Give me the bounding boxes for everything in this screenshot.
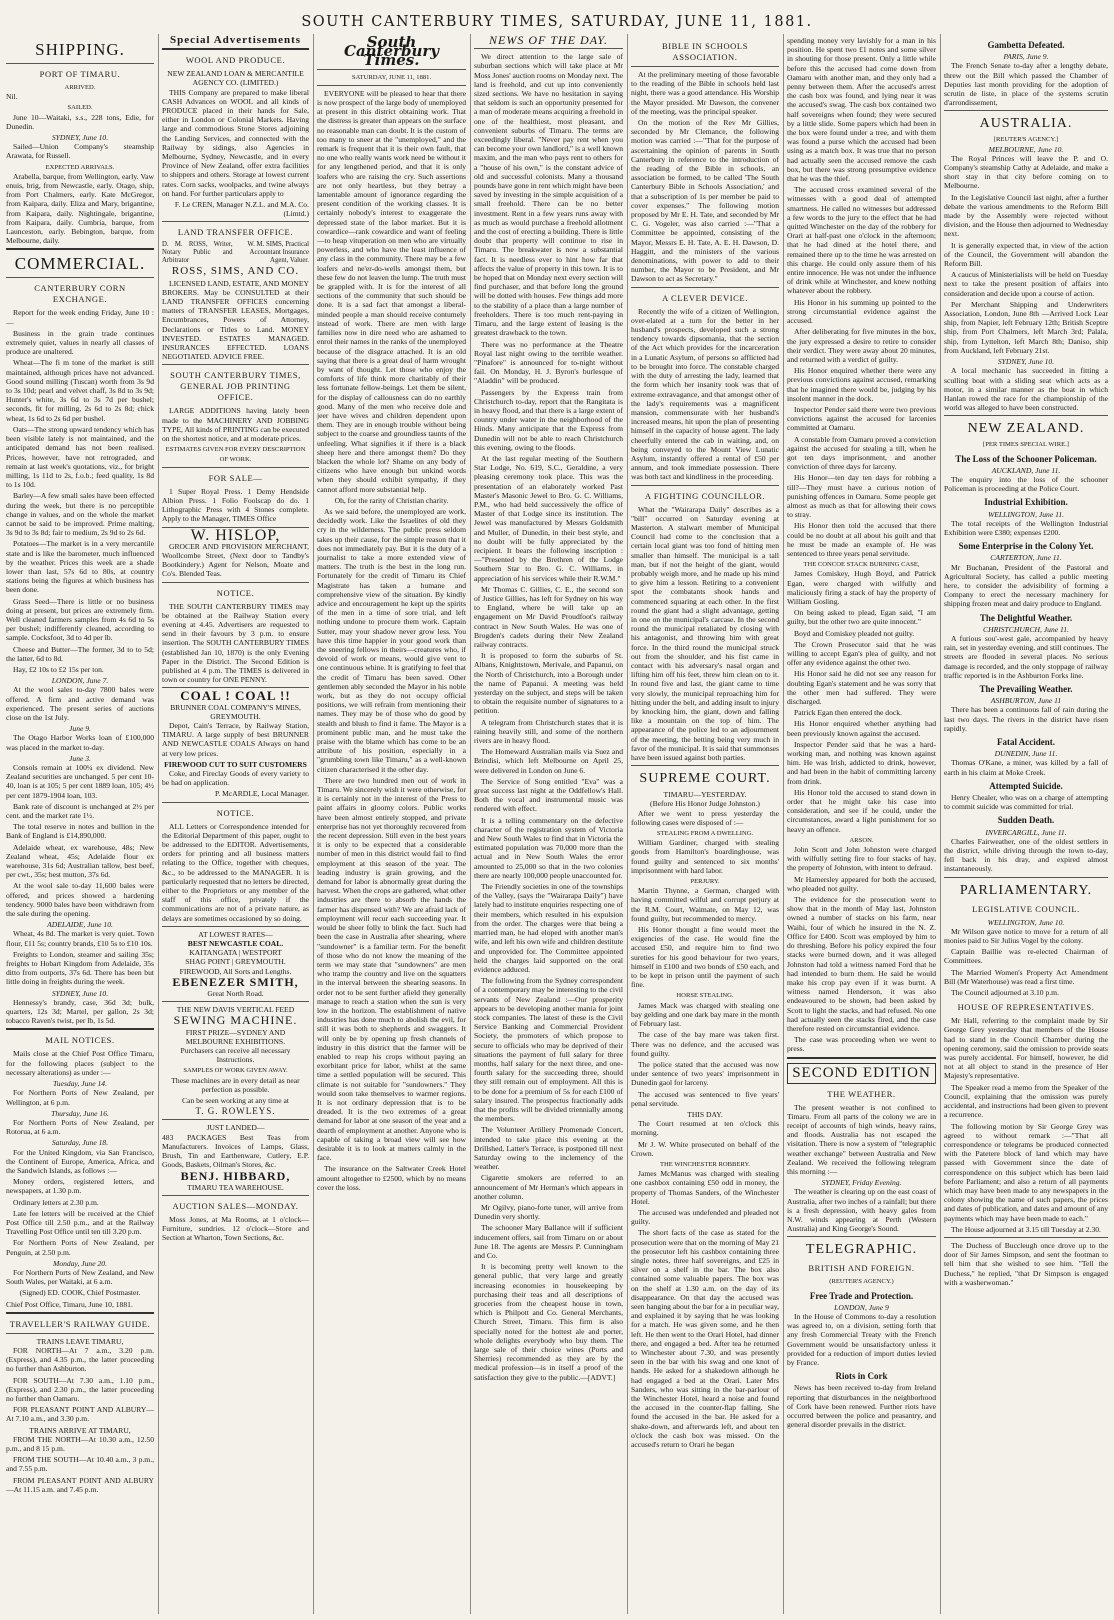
paragraph: His Honor said he did not see any reason for doubting Egan's statement and he was sorry that the other men had suffered. They were discharged. xyxy=(787,669,936,707)
paragraph: Charles Fairweather, one of the oldest settlers in the district, while driving through the town to-day, fell back in his dray, and expired almost instantaneously. xyxy=(944,836,1108,874)
paragraph: THE SOUTH CANTERBURY TIMES may be obtained at the Railway Station every evening at 4.45. Advertisers are requested to send in their favours by 3 p.m. to ensure insertion. The SOUTH CANTERBURY TIMES (established Jan 10, 1870) is the only Evening Paper in the District. The Second Edition is published at 4 p.m. The TIMES is delivered in town or country for ONE PENNY. xyxy=(162,601,309,685)
paragraph: What the "Wairarapa Daily" describes as a "bill" occurred on Saturday evening at Masterton. A stalwart member of Municipal Council had come to the conclusion that a certain local giant was too fond of hitting men smaller than himself. The municipal is a tall man, but if not the height of the giant, would probably weigh more, and he made up his mind to give him a lesson. Retiring to a convenient spot the combatants shook hands and commenced squaring at each other. In the first round the giant had a slight advantage, getting in one on the municipal's carcase. In the second round the municipal retaliated by closing with his antagonist, and throwing him with great force. In the third round the municipal struck out from the shoulder, and his fist came in contact with his adversary's nasal organ and lifting him off his feet, threw him clean on to it. In round five and last, the giant came to time very slowly, the municipal reproaching him for hitting under the belt, and adding insult to injury by knocking him, the giant, down and falling like a mountain on the top of him. The appearance of the police led to an adjournment of the meeting, the betting being very much in favor of the municipal. It is said that summonses have been issued against both parties. xyxy=(631,504,779,763)
paragraph: The evidence for the prosecution went to show that in the month of May last, Johnston owned a number of stacks on his farm, near Waihi, four of which he insured in the N. Z. Office for £400. Scott was employed by him to do threshing. Before his policy expired the four stacks were burned down, and it was alleged Johnston had told a witness named Ford that he had intended to burn them. He said he would make his crop pay even if it was burnt. A witness named Henderson, it was also endeavoured to be shown, had been asked by Scott to light the stacks, and had refused. No one had actually seen the stacks fired, and the case therefore rested on circumstantial evidence. xyxy=(787,895,936,1033)
commercial-heading: COMMERCIAL. xyxy=(14,254,146,274)
railway-guide-heading: TRAVELLER'S RAILWAY GUIDE. xyxy=(9,1318,151,1329)
paragraph: Grass Seed—There is little or no business doing at present, but prices are extremely firm. Well cleaned farmers samples from 4s 6d to 5s per bushel; indifferently cleaned, according to sample. Cocksfoot, 3d to 4d per lb. xyxy=(6,596,154,643)
paragraph: It is a telling commentary on the defective character of the registration system of Victoria and New South Wales to find that in Victoria the estimated population was 70,000 more than the actual and in New South Wales the error amounted to 25,000 so that in the two colonies there are nearly 100,000 people unaccounted for. xyxy=(474,815,623,880)
shipping-heading: SHIPPING. xyxy=(35,40,125,59)
paragraph: Money orders, registered letters, and newspapers, at 1.30 p.m. xyxy=(6,1177,154,1196)
paragraph: Inspector Pender said that he was a hard-working man, and nothing was known against him. He was Irish, addicted to drink, however, and had been in the habit of committing larceny from drink. xyxy=(787,739,936,786)
paragraph: FOR NORTH—At 7 a.m., 3.20 p.m. (Express), and 4.35 p.m., the latter proceeding no further than Ashburton. xyxy=(6,1345,154,1374)
court-dateline: TIMARU—YESTERDAY. xyxy=(663,790,747,800)
paragraph: His Honor enquired whether anything had been previously known against the accused. xyxy=(787,719,936,738)
trains-arrive-subheading: TRAINS ARRIVE AT TIMARU, xyxy=(29,1425,131,1435)
paragraph: Mails close at the Chief Post Office Timaru, for the following places (subject to the necessary alterations) as under :— xyxy=(6,1049,154,1077)
paragraph: Henry Chealer, who was on a charge of attempting to commit suicide was committed for trial. xyxy=(944,793,1108,812)
paragraph: The enquiry into the loss of the schooner Policeman is proceeding at the Police Court. xyxy=(944,474,1108,494)
paragraph: The following from the Sydney correspondent of a contemporary may be interesting to the civil servants of New Zealand :—Our prosperity appears to be developing another mania for joint stock companies. The latest of these is the Civil Service Banking and Commercial Provident Society, the promoters of which propose to secure to officials who may be deprived of their situations the payment of full salary for three months, half salary for the next three, and one-fourth salary for the succeeding three, should they still remain out of employment. All this is to be done for a premium of 5s for each £100 of salary insured. The prospectus fractionally adds that the profits will be divided triennially among the members. xyxy=(474,976,623,1124)
dateline: MELBOURNE, June 10. xyxy=(988,144,1064,154)
newcastle-coal-line: BEST NEWCASTLE COAL. xyxy=(187,939,284,949)
paragraph: Mr Wilson gave notice to move for a return of all monies paid to Sir Julius Vogel by the colony. xyxy=(944,926,1108,946)
dateline: WELLINGTON, June 11. xyxy=(987,509,1065,519)
job-printing-heading: SOUTH CANTERBURY TIMES, GENERAL JOB PRINTING OFFICE. xyxy=(170,370,301,403)
paragraph: James Comiskey, Hugh Boyd, and Patrick Egan, were charged with wilfully and maliciously firing a stack of hay the property of William Gosling. xyxy=(787,569,936,606)
subheading: Some Enterprise in the Colony Yet. xyxy=(958,541,1094,552)
paragraph: We direct attention to the large sale of suburban sections which will take place at Mr Moss Jones' auction rooms on Monday next. The land is freehold, and cut up into conveniently sized sections. We have no hesitation in saying that seldom is such an opportunity presented for a man of moderate means acquiring a freehold in one of the healthiest, most pleasant, and convenient suburbs of Timaru. The terms are exceedingly liberal. "Never pay rent when you can become your own landlord," is a well known maxim, and the man who pays rent to others for a "house of his own," is the constant advice of old and successful colonists. Many a thousand pounds have gone in rent which might have been saved by investing in the simple acquisition of a small freehold. There can be no better investment. Rent in a few years runs away with as much as would purchase a freehold allotment and the cost of erecting a building. There is little doubt that property will continue to rise in Timaru. The breakwater is now a substantial fact. It is needless ever to hint how far that affects the value of property in this town. It is to be hoped that on Monday next every section will find purchaser, and that before long the ground will be dotted with houses. Few things add more to the stability of a place than a large number of freeholders. There is too much rent-paying in Timaru, and the large extent of leasing is the greatest drawback to the town. xyxy=(474,52,623,338)
tea-warehouse-line: TIMARU TEA WAREHOUSE. xyxy=(187,1182,284,1192)
for-sale-heading: FOR SALE— xyxy=(208,472,263,483)
paragraph: Consols remain at 100¼ ex dividend. New Zealand securities are unchanged. 5 per cent 10-40, loan is at 105; 5 per cent 1889 loan, 105; 4½ per cent 1879-1904 loan, 103. xyxy=(6,763,154,800)
dateline: LONDON, June 9 xyxy=(834,1302,889,1312)
subheading: Riots in Cork xyxy=(835,1371,888,1382)
firewood-sorts-line: FIREWOOD, All Sorts and Lengths. xyxy=(179,966,292,976)
paragraph: There has been a continuous fall of rain during the last two days. The rivers in the district have risen rapidly. xyxy=(944,705,1108,733)
paragraph: James McManus was charged with stealing one cashbox containing £50 odd in money, the property of Thomas Sanders, of the Winchester Hotel. xyxy=(631,1169,779,1206)
dateline: SYDNEY, Friday Evening. xyxy=(821,1178,902,1188)
paragraph: Captain Baillie was re-elected Chairman of Committees. xyxy=(944,947,1108,966)
paragraph: Business in the grain trade continues extremely quiet, values in nearly all classes of produce are unaltered. xyxy=(6,328,154,357)
dateline: SYDNEY, June 10. xyxy=(997,357,1055,367)
paragraph: As we said before, the unemployed are work, decidedly work. Like the Israelites of old they cry in the wilderness. The public press seldom takes up their cause, for the simple reason that it does not immediately pay. But it is the duty of a journalist to take a more extended view of matters. The truth is the best in the long run. Fortunately for the credit of Timaru its Chief Magistrate has taken a humane and comprehensive view of the situation. By kindly advice and encouragement he kept up the spirits of the men in a time of sore trial, and left nothing undone to procure them work. Captain Sutter, may your shadow never grow less. You have this time happier in your good work than the sneering fellows in theirs—creatures who, if devoid of work or means, would give vent to one continuous whine. It is gratifying to feel that the credit of Timaru has been saved. Other gentlemen ably seconded the Mayor in his noble work, but as they do not occupy official positions, we will refrain from mentioning their names. They may be of those who do good by stealth and blush to find it fame. The Mayor is a prominent public man, and he must take the praise with the blame which has come to be an attribute of his position, especially in a "grumbling town like Timaru," as a well-known citizen characterised it the other day. xyxy=(317,506,466,774)
paragraph: Oh, for the rarity of Christian charity. xyxy=(334,495,449,505)
paragraph: In the Legislative Council last night, after a further debate the various amendments to the Reform Bill made by the Assembly were rejected without division, and the House then adjourned to Wednesday next. xyxy=(944,192,1108,239)
paragraph: Per Merchant Shipping and Underwriters Association, London, June 8th —Arrived Lock Lear ship, from Napier, left February 12th; British Sceptre ship, from Port Chalmers, left March 3rd; Palala, ship, from Lyttelton, left March 8th; Daniso, ship from Auckland, left February 21st. xyxy=(944,299,1108,355)
mail-notices-heading: MAIL NOTICES. xyxy=(45,1035,115,1046)
dateline: ADELAIDE, June 10. xyxy=(47,920,113,930)
column-court-second-edition xyxy=(787,36,936,1612)
case-heading: HORSE STEALING. xyxy=(676,992,734,1000)
paragraph: Patrick Egan then entered the dock. xyxy=(794,708,902,718)
sewing-machine-heading: SEWING MACHINE. xyxy=(173,1013,298,1028)
paragraph: spending money very lavishly for a man in his position. He spent two £1 notes and some silver in shouting for those present. Only a little while before this the accused had come down from Oamaru with another man, and they only had a penny between them. After the accused's arrest the cash box was found, and lying near it was the accused's swag. The cash box contained two half sovereigns when found; they were secured by a little slide. Some papers which had been in the box were found under a tree, and with them was found a purse which the accused had been using as a match box. It was true that no person had actually seen the accused remove the cash box, but there was strong presumptive evidence that he was the thief. xyxy=(787,36,936,184)
expected-text: Arabella, barque, from Wellington, early. Vaw enuis, brig, from Newcastle, early. Otago, ship, from Port Chalmers, early. Kate McGregor, from Kaipara, daily. Eliza and Mary, brigantine, from Kaipara, daily. Nightingale, brigantine, from Kaipara, daily. Cumbria, barque, from Launceston, early. Bebington, barque, from Melbourne, daily. xyxy=(6,171,154,246)
paragraph: EVERYONE will be pleased to hear that there is now prospect of the large body of unemployed at present in this district obtaining work. That the distress is greater than appears on the surface no reasonable man can doubt. It is the custom of too many to sneer at the "unemployed," and the remark is frequent that it is their own fault, that no one who really wants work need be without it for any lengthened period, and that it is only loafers who are raising the cry. Such assertions are not only heartless, but they betray a lamentable amount of ignorance regarding the present condition of the working classes. It is certainly nobody's interest to exaggerate the depressed state of the labor market. But it is cowardice—rank cowardice and want of feeling—to heap vituperation on men who are virtually powerless, and who have the least influence of any class in the community. There may be a few loafers and ne'er-do-wells amongst them, but these few do not leaven the lump. The truth must be grappled with. It is for the interest of all sections of the community that such should be done. It is a sad fact that amongst a liberal-minded people a man should receive contumely instead of work. There are men with large families now in dire need who are ashamed to enrol their names in the ranks of the unemployed because of the disgrace attached. It is an old saying that there is a great deal of harm wrought by want of thought. Let those who enjoy the comforts of life think more charitably of their less fortunate fellow-beings. Let them be silent, for the display of callousness can do no earthly good. Many of the men who receive dole and jeer have wives and children dependent upon them. They are in enough trouble without being subject to the coarse and groundless taunts of the unfeeling. What signifies it if there is a black sheep here and there amongst them? Do they blacken the whole lot? Shame on any body of citizens who have enough but unkind words when they should exhibit sympathy, if they cannot afford more substantial help. xyxy=(317,88,466,494)
arrived-text: Nil. xyxy=(6,92,18,102)
paragraph: These machines are in every detail as near perfection as possible. xyxy=(171,1075,300,1094)
weather-heading: THE WEATHER. xyxy=(827,1088,896,1099)
trains-leave-subheading: TRAINS LEAVE TIMARU, xyxy=(36,1336,124,1346)
paragraph: FOR PLEASANT POINT AND ALBURY—At 7.10 a.m., and 3.30 p.m. xyxy=(6,1405,154,1424)
paragraph: It is proposed to form the suburbs of St. Albans, Knightstown, Merivale, and Papanui, on the North of Christchurch, into a Borough under the name of Papanui. A meeting was held yesterday on the subject, and steps will be taken to obtain the requisite number of signatures to a petition. xyxy=(474,651,623,716)
paragraph: For the United Kingdom, via San Francisco, the Continent of Europe, America, Africa, and the Sandwich Islands, as follows :— xyxy=(6,1147,154,1175)
paragraph: Potatoes—The market is in a very mercantile state and is like the barometer, much influenced by the weather. Prices this week are a shade lower than last, 57s 6d to 80s, at country stations being the figures at which business has been done. xyxy=(6,539,154,595)
paragraph: For Northern Ports of New Zealand, per Wellington, at 6 p.m. xyxy=(6,1088,154,1107)
dateline: DUNEDIN, June 11. xyxy=(994,749,1058,759)
paragraph: Cigarette smokers are referred to an announcement of Mr Herman's which appears in another column. xyxy=(474,1173,623,1201)
paragraph: Wheat, 4s 8d. The market is very quiet. Town flour, £11 5s; country brands, £10 5s to £10 10s. xyxy=(6,929,154,948)
signature: (Signed) ED. COOK, Chief Postmaster. xyxy=(19,1288,141,1298)
dateline: Monday, June 20. xyxy=(53,1258,107,1268)
ross-sims-name: ROSS, SIMS, AND CO. xyxy=(171,265,300,278)
paragraph: His Honor told the accused to stand down in order that he might take his case into consideration, and see if he could, under the circumstances, award a light punishment for so heavy an offence. xyxy=(787,787,936,834)
paragraph: His Honor—ten day ten days for robbing a till?—They must have a curious notion of punishing offences in Oamaru. Some people get almost as much as that for allowing their cows to stray. xyxy=(787,473,936,520)
rowleys-name: T. G. ROWLEYS. xyxy=(195,1106,276,1117)
news-of-day-heading: NEWS OF THE DAY. xyxy=(489,36,608,47)
subheading: The Prevailing Weather. xyxy=(979,683,1073,694)
paragraph: The Royal Princes will leave the P. and O. Company's steamship Cathy at Adelaide, and make a short stay in that city before coming on to Melbourne. xyxy=(944,153,1108,191)
paragraph: LARGE ADDITIONS having lately been made to the MACHINERY AND JOBBING TYPE, All kinds of PRINTING can be executed on the shortest notice, and at moderate prices. xyxy=(162,406,309,444)
paragraph: Purchasers can receive all necessary Instructions. xyxy=(180,1046,291,1065)
new-zealand-heading: NEW ZEALAND. xyxy=(967,421,1085,437)
column-rule xyxy=(470,34,471,1614)
notice-heading: NOTICE. xyxy=(216,807,255,818)
agency-line: (REUTER'S AGENCY.) xyxy=(829,1278,894,1286)
paragraph: His Honor then told the accused that there could be no doubt at all about his guilt and that he must be made an example of. He was sentenced to three years penal servitude. xyxy=(787,521,936,558)
australia-heading: AUSTRALIA. xyxy=(979,116,1073,132)
paragraph: Depot, Cain's Terrace, by Railway Station, TIMARU. A large supply of best BRUNNER AND NEWCASTLE COALS Always on hand at very low prices. xyxy=(162,720,309,758)
dateline: June 9. xyxy=(69,724,91,734)
davis-line: THE NEW DAVIS VERTICAL FEED xyxy=(176,1005,295,1015)
column-rule xyxy=(627,34,628,1614)
paragraph: A caucus of Ministerialists will be held on Tuesday next to take the present position of affairs into consideration and decide upon a course of action. xyxy=(944,270,1108,298)
paragraph: Adelaide wheat, ex warehouse, 48s; New Zealand wheat, 45s; Adelaide flour ex warehouse, 31s 6d; Australian tallow, best beef, per cwt., 35s; best mutton, 37s 6d. xyxy=(6,842,154,880)
paragraph: Boyd and Comiskey pleaded not guilty. xyxy=(794,628,915,638)
column-advertisements xyxy=(162,36,309,1612)
dateline: PARIS, June 9. xyxy=(1003,52,1049,62)
agency-line: [REUTER'S AGENCY.] xyxy=(993,136,1059,144)
dateline: ASHBURTON, June 11 xyxy=(990,696,1062,706)
paragraph: The following motion by Sir George Grey was agreed to without remark :—"That all correspondence or telegrams be produced connected with the Patetere block of land which may have passed with Government since the date of correspondence on this subject which has been laid before Parliament; and also a return of all payments which may have been made to any newspapers in the colony showing the name of such papers, the prices and dates of publication, and dates and amount of any payments which may have been made to each." xyxy=(944,1121,1108,1223)
british-foreign-heading: BRITISH AND FOREIGN. xyxy=(808,1263,915,1274)
expected-subheading: EXPECTED ARRIVALS. xyxy=(45,163,115,171)
ebenezer-smith-name: EBENEZER SMITH, xyxy=(172,974,299,989)
paragraph: John Scott and John Johnston were charged with wilfully setting fire to four stacks of hay, the property of Johnston, with intent to defraud. xyxy=(787,845,936,873)
paragraph: William Gardiner, charged with stealing goods from Hamilton's boardinghouse, was found guilty and sentenced to six months' imprisonment with hard labor. xyxy=(631,838,779,875)
fighting-councillor-heading: A FIGHTING COUNCILLOR. xyxy=(644,490,766,501)
paragraph: For Northern Ports of New Zealand, and New South Wales, per Waitaki, at 6 a.m. xyxy=(6,1267,154,1287)
wool-heading: WOOL AND PRODUCE. xyxy=(185,55,286,66)
paragraph: His Honor enquired whether there were any previous convictions against accused, remarking that he imagined there would be, judging by his insolent manner in the dock. xyxy=(787,366,936,403)
paragraph: His Honor thought a fine would meet the exigencies of the case. He would fine the accused £50, and require him to find two sureties for his good behaviour for two years, himself in £100 and two bonds of £50 each, and to be kept in prison until the payment of such fine. xyxy=(631,925,779,990)
paragraph: The Otago Harbor Works loan of £100,000 was placed in the market to-day. xyxy=(6,733,154,752)
newspaper-title: South Canterbury Times. xyxy=(344,36,439,70)
paragraph: The Friendly societies in one of the townships of the Valley, (says the "Wairarapa Daily") have lately had to institute enquiries respecting one of their members, which resulted in his expulsion from the order. The charges were that being a married man, he had eloped with another man's wife, and left his own wife and children destitute and unprovided for. The Committee appointed held the charges laid supported on the oral evidence adduced. xyxy=(474,882,623,974)
paragraph: At the wool sales to-day 7800 bales were offered. A firm and active demand was experienced. The present series of auctions close on the 1st July. xyxy=(6,685,154,722)
paragraph: FROM THE NORTH—At 10.30 a.m., 12.50 p.m., and 8 15 p.m. xyxy=(6,1434,154,1453)
notice-heading: NOTICE. xyxy=(216,587,255,598)
paragraph: Hay, £2 10s to £2 15s per ton. xyxy=(13,664,104,674)
shag-point-line: SHAG POINT | GREYMOUTH. xyxy=(185,957,286,967)
paragraph: Late fee letters will be received at the Chief Post Office till 2.50 p.m., and at the Railway Travelling Post Office until ten till 3.20 p.m. xyxy=(6,1208,154,1237)
paragraph: There was no performance at the Theatre Royal last night owing to the terrible weather. "Pinafore" is announced for to-night without fail. On Monday, H. J. Byron's burlesque of "Aladdin" will be produced. xyxy=(474,339,623,386)
subheading: Sudden Death. xyxy=(997,815,1055,826)
column-bible-court xyxy=(631,36,779,1612)
paragraph: Mr Ogilvy, piano-forte tuner, will arrive from Dunedin very shortly. xyxy=(474,1202,623,1222)
paragraph: After deliberating for five minutes in the box, the jury expressed a desire to retire to consider their verdict. They were away about 20 minutes, and returned with a verdict of guilty. xyxy=(787,327,936,364)
dateline: SYDNEY, June 10. xyxy=(51,988,109,998)
prize-line: FIRST PRIZE—SYDNEY AND MELBOURNE EXHIBITIONS. xyxy=(185,1027,286,1046)
paragraph: James Mack was charged with stealing one bay gelding and one dark bay mare in the month of February last. xyxy=(631,1000,779,1029)
dateline: Thursday, June 16. xyxy=(51,1108,109,1118)
paragraph: FROM PLEASANT POINT AND ALBURY—At 11.15 a.m. and 7.45 p.m. xyxy=(6,1475,154,1494)
paragraph: In the House of Commons to-day a resolution was agreed to, on a division, setting forth that any fresh Commercial Treaty with the French Government would be unsatisfactory unless it provided for a reduction of import duties levied by France. xyxy=(787,1311,936,1367)
samples-line: SAMPLES OF WORK GIVEN AWAY. xyxy=(183,1067,288,1075)
dateline: AUCKLAND, June 11. xyxy=(991,465,1061,475)
port-heading: PORT OF TIMARU. xyxy=(39,69,121,79)
paragraph: At the wool sale to-day 11,600 bales were offered, and prices showed a hardening tendency. 9000 bales have been withdrawn from the sale during the opening. xyxy=(6,881,154,919)
paragraph: Coke, and Fireclay Goods of every variety to be had on application. xyxy=(162,768,309,788)
paragraph: The accused was sentenced to five years' penal servitude. xyxy=(631,1089,779,1108)
sailed-subheading: SAILED. xyxy=(67,104,93,112)
case-heading: PERJURY. xyxy=(690,878,720,886)
partner-left: D. M. ROSS, Writer, Notary Public and Arbitrator xyxy=(162,241,233,265)
paragraph: It is becoming pretty well known to the general public, that very large and greatly increasing economies in housekeeping by purchasing their teas and all descriptions of groceries from the cheapest house in town, which is Philpott and Co. General Merchants, Church Street, Timaru. This firm is also specially noted for the hottest ale and porter, whole delights everybody who buy them. The large sale of their choice wines (Ports and Sherries) recommended as they are by the medical profession—is in itself a proof of the satisfaction they give to the public.—[ADVT.] xyxy=(474,1262,623,1382)
dateline: CHRISTCHURCH, June 11. xyxy=(983,624,1069,634)
subheading: The Loss of the Schooner Policeman. xyxy=(955,453,1097,464)
paragraph: Bank rate of discount is unchanged at 2½ per cent. and the market rate 1½. xyxy=(6,801,154,821)
parliamentary-heading: PARLIAMENTARY. xyxy=(959,882,1093,898)
legislative-council-heading: LEGISLATIVE COUNCIL. xyxy=(972,903,1080,914)
telegraphic-heading: TELEGRAPHIC. xyxy=(805,1242,918,1258)
hislop-name: W. HISLOP, xyxy=(190,526,281,544)
kaitangata-line: KAITANGATA | WESTPORT xyxy=(189,948,282,958)
column-rule xyxy=(940,34,941,1614)
paragraph: The police stated that the accused was now under sentence of two years' imprisonment in Dunedin gaol for larceny. xyxy=(631,1059,779,1088)
paragraph: The accused was undefended and pleaded not guilty. xyxy=(631,1207,779,1227)
partners-block xyxy=(162,241,309,265)
paragraph: Mr Buchanan, President of the Pastoral and Agricultural Society, has called a public meeting here, to consider the advisibility of forming a Company to erect the necessary machinery for shipping frozen meat and dairy produce to England. xyxy=(944,562,1108,609)
paragraph: The House adjourned at 3.15 till Tuesday at 2.30. xyxy=(951,1224,1101,1234)
sailed-text: June 10—Waitaki, s.s., 228 tons, Edie, for Dunedin. xyxy=(6,112,154,131)
column-leader xyxy=(317,36,466,1612)
wire-line: [PER TIMES SPECIAL WIRE.] xyxy=(983,441,1069,449)
dateline: Tuesday, June 14. xyxy=(53,1079,107,1089)
dateline: June 3. xyxy=(69,753,91,763)
this-day-heading: THIS DAY. xyxy=(687,1109,723,1119)
paragraph: It is generally expected that, in view of the action of the Council, the Government will abandon the Reform Bill. xyxy=(944,240,1108,269)
paragraph: THIS Company are prepared to make liberal CASH Advances on WOOL and all kinds of PRODUCE placed in their hands for Sale, either in London or Colonial Markets. Having large and commodious Stone Stores adjoining the Landing Services, and connected with the Railway by sidings, also Agencies in Melbourne, Sydney, Newcastle, and in every Province of New Zealand, offer extra facilities to shippers and others. Storage at lowest current rates. Corn sacks, woolpacks, and twine always on hand. For further particulars apply to xyxy=(162,87,309,198)
paragraph: Mr Hall, referring to the complaint made by Sir George Grey yesterday that members of the House had to stand in the Council Chamber during the opening ceremony, said the omission to provide seats was purely accidental. For himself, however, he did not at all object to stand in the presence of Her Majesty's representative. xyxy=(944,1016,1108,1081)
paragraph: Moss Jones, at Ma Rooms, at 1 o'clock—Furniture, sundries. 12 o'clock—Store and Section at Wharton, Town Sections, &c. xyxy=(162,1214,309,1243)
auction-heading: AUCTION SALES—MONDAY. xyxy=(172,1200,299,1211)
paragraph: A local mechanic has succeeded in fitting a sculling boat with a sliding seat which acts as a motor, in a similar manner as the boat in which Hanlan rowed the race for the championship of the world was alleged to have been constructed. xyxy=(944,366,1108,413)
subheading: Free Trade and Protection. xyxy=(809,1290,914,1301)
subheading: Gambetta Defeated. xyxy=(987,40,1065,50)
paragraph: The Service of Song entitled "Eva" was a great success last night at the Oddfellow's Hall. Both the vocal and instrumental music was rendered with effect. xyxy=(474,776,623,814)
paragraph: The total receipts of the Wellington Industrial Exhibition were £380; expenses £200. xyxy=(944,518,1108,537)
dateline: CARTERTON, June 11. xyxy=(990,553,1062,563)
paragraph: Martin Thynne, a German, charged with having committed wilful and corrupt perjury at the R.M. Court, Waimate, on May 12, was found guilty, but recommended to mercy. xyxy=(631,886,779,923)
paragraph: The Duchess of Buccleugh once drove up to the door of Sir James Simpson, and sent the footman to tell him that she wished to see him. "Tell the Duchess," he replied, "that Dr Simpson is engaged with a washerwoman." xyxy=(944,1240,1108,1287)
paragraph: 483 PACKAGES Best Teas from Manufacturers. Invoices of Lamps, Glass, Brush, Tin and Earthenware, Cutlery, E.P. Goods, Baskets, Oilman's Stores, &c. xyxy=(162,1132,309,1170)
paragraph: A constable from Oamaru proved a conviction against the accused for stealing a till, when he got ten days imprisonment, and another conviction of three days for larceny. xyxy=(787,434,936,472)
paragraph: The accused cross examined several of the witnesses with a good deal of attempted smartness. He called no witnesses but addressed a few words to the jury to the effect that he had quitted Winchester on the day of the robbery for Orari at half-past one o'clock in the afternoon; that he had dined at the hotel there, and remained there up to the time he was arrested on this charge. He could only assure them of his entire innocence. He was not under the influence of drink while at Winchester, and knew nothing whatever about the robbery. xyxy=(787,185,936,296)
supreme-court-heading: SUPREME COURT. xyxy=(639,771,771,787)
paragraph: On being asked to plead, Egan said, "I am guilty, but the other two are quite innocent." xyxy=(787,608,936,627)
nz-loan-heading: NEW ZEALAND LOAN & MERCANTILE AGENCY CO. (LIMITED.) xyxy=(167,69,304,88)
masthead: SOUTH CANTERBURY TIMES, SATURDAY, JUNE 11, 1881. xyxy=(301,14,813,30)
paragraph: A telegram from Christchurch states that it is raining heavily still, and some of the northern rivers are in heavy flood. xyxy=(474,717,623,746)
coal-heading: COAL ! COAL !! xyxy=(180,688,291,704)
case-heading: THE WINCHESTER ROBBERY. xyxy=(659,1160,751,1168)
paragraph: Ordinary letters at 2.30 p.m. xyxy=(13,1197,99,1207)
paragraph: A furious sou'-west gale, accompanied by heavy rain, set in yesterday evening, and still continues. The streets are flooded in several places. No serious damage is recorded, and the only stoppage of railway traffic reported is in the Ashburton Forks line. xyxy=(944,633,1108,680)
address-line: Great North Road. xyxy=(207,989,264,999)
house-of-representatives-heading: HOUSE OF REPRESENTATIVES. xyxy=(957,1002,1095,1013)
subheading: Industrial Exhibition. xyxy=(984,497,1068,508)
second-edition-heading: SECOND EDITION xyxy=(787,1063,936,1084)
dateline: Saturday, June 18. xyxy=(51,1138,109,1148)
paragraph: Mr Hamersley appeared for both the accused, who pleaded not guilty. xyxy=(787,874,936,893)
paragraph: The total reserve in notes and bullion in the Bank of England is £14,890,000. xyxy=(6,822,154,841)
column-telegraphic xyxy=(944,36,1108,1612)
lowest-rates-line: AT LOWEST RATES— xyxy=(198,929,273,939)
paragraph: Recently the wife of a citizen of Wellington, over-elated at a turn for the better in her husband's prospects, developed such a strong tendency towards dipsomania, that the section of the Act which provides for the incarceration in a Lunatic Asylum, of persons so afflicted had to be brought into force. The constable charged with the duty of arresting the lady, learned that the form which her insanity took was that of extreme extravagance, and that amongst other of the lady's requirements was a magnificent mansion, commensurate with her husband's increased means, hit upon the plan of presenting himself in the capacity of house agent. The lady cheerfully entered the cab in waiting, and, on being conveyed to the Mount View Lunatic Asylum, instantly offered a rental of £50 per annum, and took immediate possession. There was both tact and kindliness in the proceeding. xyxy=(631,306,779,482)
paragraph: At the preliminary meeting of those favorable to the reading of the Bible in schools held last night, there was a good attendance. His Worship the Mayor presided. Mr Dawson, the convener of the meeting, was the principal speaker. xyxy=(631,70,779,116)
paragraph: LICENSED LAND, ESTATE, AND MONEY BROKERS. May be CONSULTED at their LAND TRANSFER OFFICES concerning matters of TRANSFER LEASES, Mortgages, Encumbrances, Powers of Attorney, Declarations or Titles to Land. MONEY INVESTED. ESTATES MANAGED. INSURANCES EFFECTED. LOANS NEGOTIATED. ADVICE FREE. xyxy=(162,278,309,362)
column-rule xyxy=(158,34,159,1614)
paragraph: Wheat—The fi m tone of the market is still maintained, although prices have not advanced. Good sound milling (Tuscan) worth from 3s 9d to 3s 10d; pearl and velvet chaff, 3s 8d to 3s 9d; Hunter's white, 3s 6d to 3s 7d per bushel; seconds, fit for milling, 2s 6d to 2s 8d; chick wheat, 1s 6d to 2s 6d per bushel. xyxy=(6,358,154,423)
paragraph: The schooner Mary Ballance will if sufficient inducement offers, sail from Timaru on or about June 18. The agents are Messrs P. Cunningham and Co. xyxy=(474,1223,623,1260)
case-heading: THE CONCOE STACK BURNING CASE, xyxy=(803,561,920,569)
paragraph: Passengers by the Express train from Christchurch to-day, report that the Rangitata is in heavy flood, and that there is a large extent of country under water in the neighborhood of the Hinds. Many anticipate that the Express from Dunedin will not be able to reach Christchurch this evening, owing to the floods. xyxy=(474,387,623,452)
paragraph: Cheese and Butter—The former, 3d to to 5d; the latter, 6d to 8d. xyxy=(6,644,154,663)
paragraph: The Speaker read a memo from the Speaker of the Council, explaining that the omission was purely accidental, and instructions had been given to prevent a recurrence. xyxy=(944,1082,1108,1120)
paragraph: News has been received to-day from Ireland reporting that disturbances in the neighborhood of Cork have been renewed. Further riots have occurred between the police and peasantry, and general disorder prevails in the district. xyxy=(787,1383,936,1430)
paragraph: The insurance on the Saltwater Creek Hotel amount altogether to £2500, which by no means cover the loss. xyxy=(317,1164,466,1192)
case-heading: ARSON. xyxy=(849,836,874,844)
dateline: SYDNEY, June 10. xyxy=(51,133,109,143)
paragraph: Mr Thomas C. Gillies, C. E., the second son of Justice Gillies, has left for Sydney on his way to England, where he will take up an engagement on Mr David Proudfoot's railway contract in New South Wales. He was one of Brogden's cadets during their New Zealand railway contracts. xyxy=(474,584,623,649)
brunner-heading: BRUNNER COAL COMPANY'S MINES, GREYMOUTH. xyxy=(170,702,301,721)
subheading: Attempted Suicide. xyxy=(989,780,1063,791)
paragraph: His Honor in his summing up pointed to the strong circumstantial evidence against the accused. xyxy=(787,297,936,326)
dateline: LONDON, June 7. xyxy=(51,676,109,686)
paragraph: The Court resumed at ten o'clock this morning. xyxy=(631,1119,779,1138)
paragraph: For Northern Ports of New Zealand, per Penguin, at 2.50 p.m. xyxy=(6,1238,154,1257)
subheading: The Delightful Weather. xyxy=(979,612,1073,623)
paragraph: Chief Post Office, Timaru, June 10, 1881. xyxy=(6,1299,133,1309)
paragraph: The Council adjourned at 3.10 p.m. xyxy=(951,988,1059,998)
paragraph: The present weather is not confined to Timaru. From all parts of the colony we are in receipt of accounts of high winds, heavy rains, and floods. Australia has not escaped the visitation. There is now a system of "telegraphic weather exchange" between Australia and New Zealand. We received the following telegram this morning :— xyxy=(787,1102,936,1176)
judge-line: (Before His Honor Judge Johnston.) xyxy=(650,799,760,809)
column-rule xyxy=(313,34,314,1614)
paragraph: There are two hundred men out of work in Timaru. We sincerely wish it were otherwise, for it is certainly not in the interest of the Press to paint affairs in gloomy colors. Public works have been almost entirely stopped, and private enterprise has not yet thoroughly recovered from the recent depression. Still even in the best years it is only to be expected that a considerable number of men in this district would fail to find employment at this season of the year. The leading industry is grain growing, and the demand for labor is abnormally great during the harvest. When the crops are gathered, what other industries are there to absorb the hands the farmer has dispensed with? We are afraid lack of employment will recur each succeeding year. It would be sheer folly to blink the fact. Such had been the case in Australia after shearing, where "sundowner" is a familiar term. For the benefit of those who do not know the meaning of the term we may state that "sundowners" are men who tramp the country and live on the squatters in the interval between the shearing seasons. In order not to be sent further afield they generally manage to reach a station when the sun is very low in the horizon. The establishment of native industries has done much to abolish the evil, for still it was both to shepherds and swaggers. It will only be by opening up fresh channels of industry in this district that the farmer will be enabled to reap his crops without paying an exorbitant price for labor, whilst at the same time a settled population will be secured. This climate is not suitable for "sundowners." They would soon take themselves to warmer regions. It is not ordinary depression that is to be dreaded. It is the two extremes of a great demand for labor at one season of the year and a dearth of employment at another. Anyone who is capable of taking a broad view will see how desirable it is to look at matters calmly in the face. xyxy=(317,775,466,1163)
paragraph: 1 Super Royal Press. 1 Demy Hendside Albion Press. 1 Folio Foolscap do do. 1 Lithographic Press with 4 Stones complete. Apply to the Manager, TIMES Office xyxy=(162,486,309,524)
case-heading: STEALING FROM A DWELLING. xyxy=(656,830,754,838)
paragraph: GROCER AND PROVISION MERCHANT, Woollcombe Street, (Next door to Tandby's Bootkindery.) Agent for Nelson, Moate and Co's. Blended Teas. xyxy=(162,541,309,579)
paragraph: The French Senate to-day after a lengthy debate, threw out the Bill which passed the Chamber of Deputies last month providing for the adoption of scrutin de liste, in place of the systems scrutin d'arrondissement, xyxy=(944,61,1108,108)
partner-right: W. M. SIMS, Practical Accountant Insurance Agent, Valuer. xyxy=(247,241,309,265)
issue-date: SATURDAY, JUNE 11, 1881. xyxy=(351,73,432,81)
paragraph: At the last regular meeting of the Southern Star Lodge, No. 619, S.C., Geraldine, a very pleasing ceremony took place. This was the presentation of an elaborately worked Past Master's Masonic Jewel to Bro. G. C. Williams, P.M., who had held successively the office of Master of that Lodge since its institution. The Jewel was manufactured by Messrs Goldsmith and Muller, of Dunedin, in their best style, and no doubt will be fully appreciated by the recipient. It bears the following inscription :—"Presented by the Brethren of the Lodge Southern Star to Bro. G. C. Williams, in appreciation of his services while their R.W.M." xyxy=(474,453,623,583)
column-rule xyxy=(783,34,784,1614)
paragraph: On the motion of the Rev Mr Gillies, seconded by Mr Clemance, the following motion was carried :—"That for the purpose of ascertaining the opinion of parents in South Canterbury in reference to the introduction of the reading of the Bible in schools, an association be formed, to be called 'The South Canterbury Bible in Schools Association,' and that a subscription of 1s per member be paid to cover expenses." The following motion proposed by Mr E. H. Tate, and seconded by Mr C. G. Vogeler, was also carried :—"That a Committee be appointed, consisting of the Mayor, Messrs E. H. Tate, A. E. H. Dawson, D. Haggitt, and the ministers of the various denominations, with power to add to their number, the Mayor to be President, and Mr Dawson to act as Secretary." xyxy=(631,118,779,284)
column-news-of-day xyxy=(474,36,623,1612)
signature: F. Le CREN, Manager N.Z.L. and M.A. Co. (Limtd.) xyxy=(174,200,309,219)
paragraph: The Homeward Australian mails via Suez and Brindisi, which left Melbourne on April 25, were delivered in London on June 6. xyxy=(474,747,623,775)
paragraph: Freights to London, steamer and sailing 35s; freights to Hobart Kingdom from Adelaide, 35s ditto from outports, 37s 6d. There has been but little doing in freights during the week. xyxy=(6,949,154,987)
firewood-line: FIREWOOD CUT TO SUIT CUSTOMERS xyxy=(164,759,307,769)
paragraph: FOR SOUTH—At 7.30 a.m., 1.10 p.m., (Express), and 2.30 p.m., the latter proceeding no further than Oamaru. xyxy=(6,1375,154,1403)
paragraph: Hennessy's brandy, case, 36d 3d; bulk, quarters, 12s 3d; Martel, per gallon, 2s 3d; tobacco Raven's twist, per lb, 1s 5d. xyxy=(6,997,154,1026)
paragraph: ALL Letters or Correspondence intended for the Editorial Department of this paper, ought to be addressed to the EDITOR. Advertisements, orders for printing and all business matters relating to the Office, together with cheques, &c., to be addressed to the MANAGER. It is particularly requested that no letters be directed, either to the Proprietors or any member of the staff of this office, privately if the communications are not of a private nature, as delays are sometimes occasioned by so doing. xyxy=(162,821,309,923)
paragraph: Can be seen working at any time at xyxy=(182,1096,289,1106)
bible-association-heading: BIBLE IN SCHOOLS ASSOCIATION. xyxy=(661,41,749,62)
paragraph: After we went to press yesterday the following cases were disposed of :— xyxy=(631,808,779,827)
paragraph: The Married Women's Property Act Amendment Bill (Mr Waterhouse) was read a first time. xyxy=(944,967,1108,986)
estimates-line: ESTIMATES GIVEN FOR EVERY DESCRIPTION OF WORK. xyxy=(165,446,306,463)
paragraph: The case of the bay mare was taken first. There was no defence, and the accused was found guilty. xyxy=(631,1030,779,1058)
arrived-subheading: ARRIVED. xyxy=(64,84,96,91)
paragraph: For Northern Ports of New Zealand, per Rotorua, at 6 a.m. xyxy=(6,1117,154,1137)
paragraph: Mr J. W. White prosecuted on behalf of the Crown. xyxy=(631,1139,779,1158)
paragraph: Oats—The strong upward tendency which has been visible lately is not maintained, and the anticipated demand has not been realised. Prices, however, have not retrograded, and remain at last week's quotations, viz., for bright milling, 1s 11d to 2s, f.o.b.; feed quality, 1s 8d to 1s 10d. xyxy=(6,424,154,490)
paragraph: The Volunteer Artillery Promenade Concert, intended to take place this evening at the Drillshed, Latter's Terrace, is postponed till next Saturday owing to the inclemency of the weather. xyxy=(474,1125,623,1172)
signature: P. McARDLE, Local Manager. xyxy=(214,789,309,799)
corn-exchange-heading: CANTERBURY CORN EXCHANGE. xyxy=(34,283,126,305)
clever-device-heading: A CLEVER DEVICE. xyxy=(662,292,748,303)
paragraph: The short facts of the case as stated for the prosecution were that on the morning of May 21 the prosecutor left his cashbox containing three single notes, three half sovereigns, and £25 in silver on a shelf in the bar. The box also contained some valuable papers. The box was on the shelf at 1.30 a.m. on the day of its disappearance. On that day the accused was seen hanging about the bar for a in peculiar way, and explained it by saying that he was looking for a match. He was given some, and he then left. He then went to the Orari Hotel, had dinner there, and engaged a bed. After tea he returned to Winchester about 7.30, and was presently seen in the bar with his swag and one knot of hands. He asked for a shakedown although he had engaged a bed at the Orari. Later Mrs Sanders, who was sitting in the bar-parlour of the Winchester Hotel, heard a noise and found the accused in the counter-flap falling. She found the accused in the bar. He asked for a shake-down, and afterwards left, and about ten o'clock the cash box was missed. On the accused's return to Orari he began xyxy=(631,1228,779,1450)
paragraph: The Crown Prosecutor said that he was willing to accept Egan's plea of guilty, and not offer any evidence against the other two. xyxy=(787,639,936,668)
paragraph: The case was proceeding when we went to press. xyxy=(787,1035,936,1054)
column-shipping-commercial xyxy=(6,36,154,1612)
paragraph: Barley—A few small sales have been effected during the week, but there is no perceptible change in values, and on the whole the market cannot be said to be improved. Prime malting, 3s 9d to 3s 8d; fair to medium, 2s 9d to 2s 6d. xyxy=(6,491,154,538)
dateline: INVERCARGILL, June 11. xyxy=(985,827,1067,837)
paragraph: The weather is clearing up on the east coast of Australia, after two inches of a rainfall; but there is a fresh depression, with heavy gales from N.W. winds appearing at Perth (Western Australia) and King George's Sound. xyxy=(787,1187,936,1234)
paragraph: Inspector Pender said there were two previous convictions against the accused for larcenies committed at Oamaru. xyxy=(787,404,936,433)
paragraph: Thomas O'Kane, a miner, was killed by a fall of earth in his claim at Moke Creek. xyxy=(944,758,1108,777)
sydney-text: Sailed—Union Company's steamship Arawata, for Russell. xyxy=(6,142,154,161)
special-advertisements-heading: Special Advertisements xyxy=(169,36,302,46)
paragraph: Report for the week ending Friday, June 10 :— xyxy=(6,308,154,327)
subheading: Fatal Accident. xyxy=(997,737,1055,747)
land-transfer-heading: LAND TRANSFER OFFICE. xyxy=(177,227,294,238)
hibbard-name: BENJ. HIBBARD, xyxy=(180,1168,291,1183)
paragraph: FROM THE SOUTH—At 10.40 a.m., 3 p.m., and 7.55 p.m. xyxy=(6,1455,154,1474)
just-landed-line: JUST LANDED— xyxy=(206,1123,265,1133)
dateline: WELLINGTON, June 10. xyxy=(987,917,1065,927)
